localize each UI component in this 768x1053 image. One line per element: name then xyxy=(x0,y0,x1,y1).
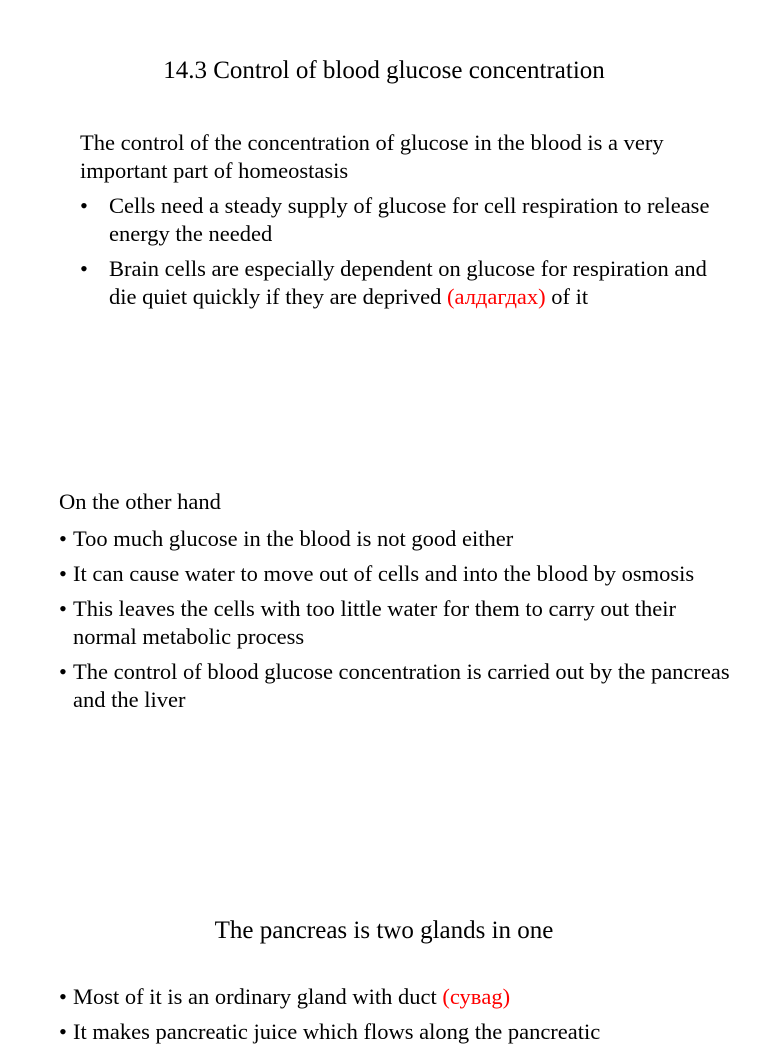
bullet-text: It makes pancreatic juice which flows along the pancreatic xyxy=(73,1019,601,1044)
translation-note: (сувag) xyxy=(442,984,511,1009)
slide-control-of-blood-glucose xyxy=(0,56,768,309)
bullet-icon: • xyxy=(59,659,67,684)
bullet-list xyxy=(80,192,720,318)
bullet-icon: • xyxy=(59,526,67,551)
list-item xyxy=(59,1018,739,1046)
bullet-text: Most of it is an ordinary gland with duct xyxy=(73,984,443,1009)
slide-title: 14.3 Control of blood glucose concentration xyxy=(163,57,605,84)
bullet-list xyxy=(59,983,739,1053)
bullet-icon: • xyxy=(80,256,88,281)
lead-text: On the other hand xyxy=(59,489,221,514)
slide-title: The pancreas is two glands in one xyxy=(214,917,554,944)
translation-note: (алдагдах) xyxy=(447,284,546,309)
list-item xyxy=(59,560,739,588)
bullet-text: The control of blood glucose concentration is carried out by the pancreas and the liver xyxy=(73,659,730,712)
bullet-icon: • xyxy=(59,596,67,621)
list-item xyxy=(59,525,739,553)
list-item xyxy=(80,192,720,248)
bullet-text: Brain cells are especially dependent on glucose for respiration and die quiet quickly if they are deprived xyxy=(109,256,707,309)
list-item xyxy=(59,983,739,1011)
bullet-icon: • xyxy=(80,193,88,218)
bullet-text: This leaves the cells with too little water for them to carry out their normal metabolic process xyxy=(73,596,676,649)
bullet-icon: • xyxy=(59,1019,67,1044)
bullet-text: Too much glucose in the blood is not good either xyxy=(73,526,514,551)
bullet-text-tail: of it xyxy=(545,284,589,309)
bullet-icon: • xyxy=(59,984,67,1009)
list-item xyxy=(59,595,739,651)
slide-pancreas xyxy=(0,916,768,1044)
list-item xyxy=(80,255,720,311)
intro-paragraph: The control of the concentration of glucose in the blood is a very important part of homeostasis xyxy=(80,130,664,183)
bullet-text: It can cause water to move out of cells and into the blood by osmosis xyxy=(73,561,695,586)
list-item xyxy=(59,658,739,714)
bullet-text: Cells need a steady supply of glucose for cell respiration to release energy the needed xyxy=(109,193,710,246)
bullet-list xyxy=(59,525,739,721)
bullet-icon: • xyxy=(59,561,67,586)
